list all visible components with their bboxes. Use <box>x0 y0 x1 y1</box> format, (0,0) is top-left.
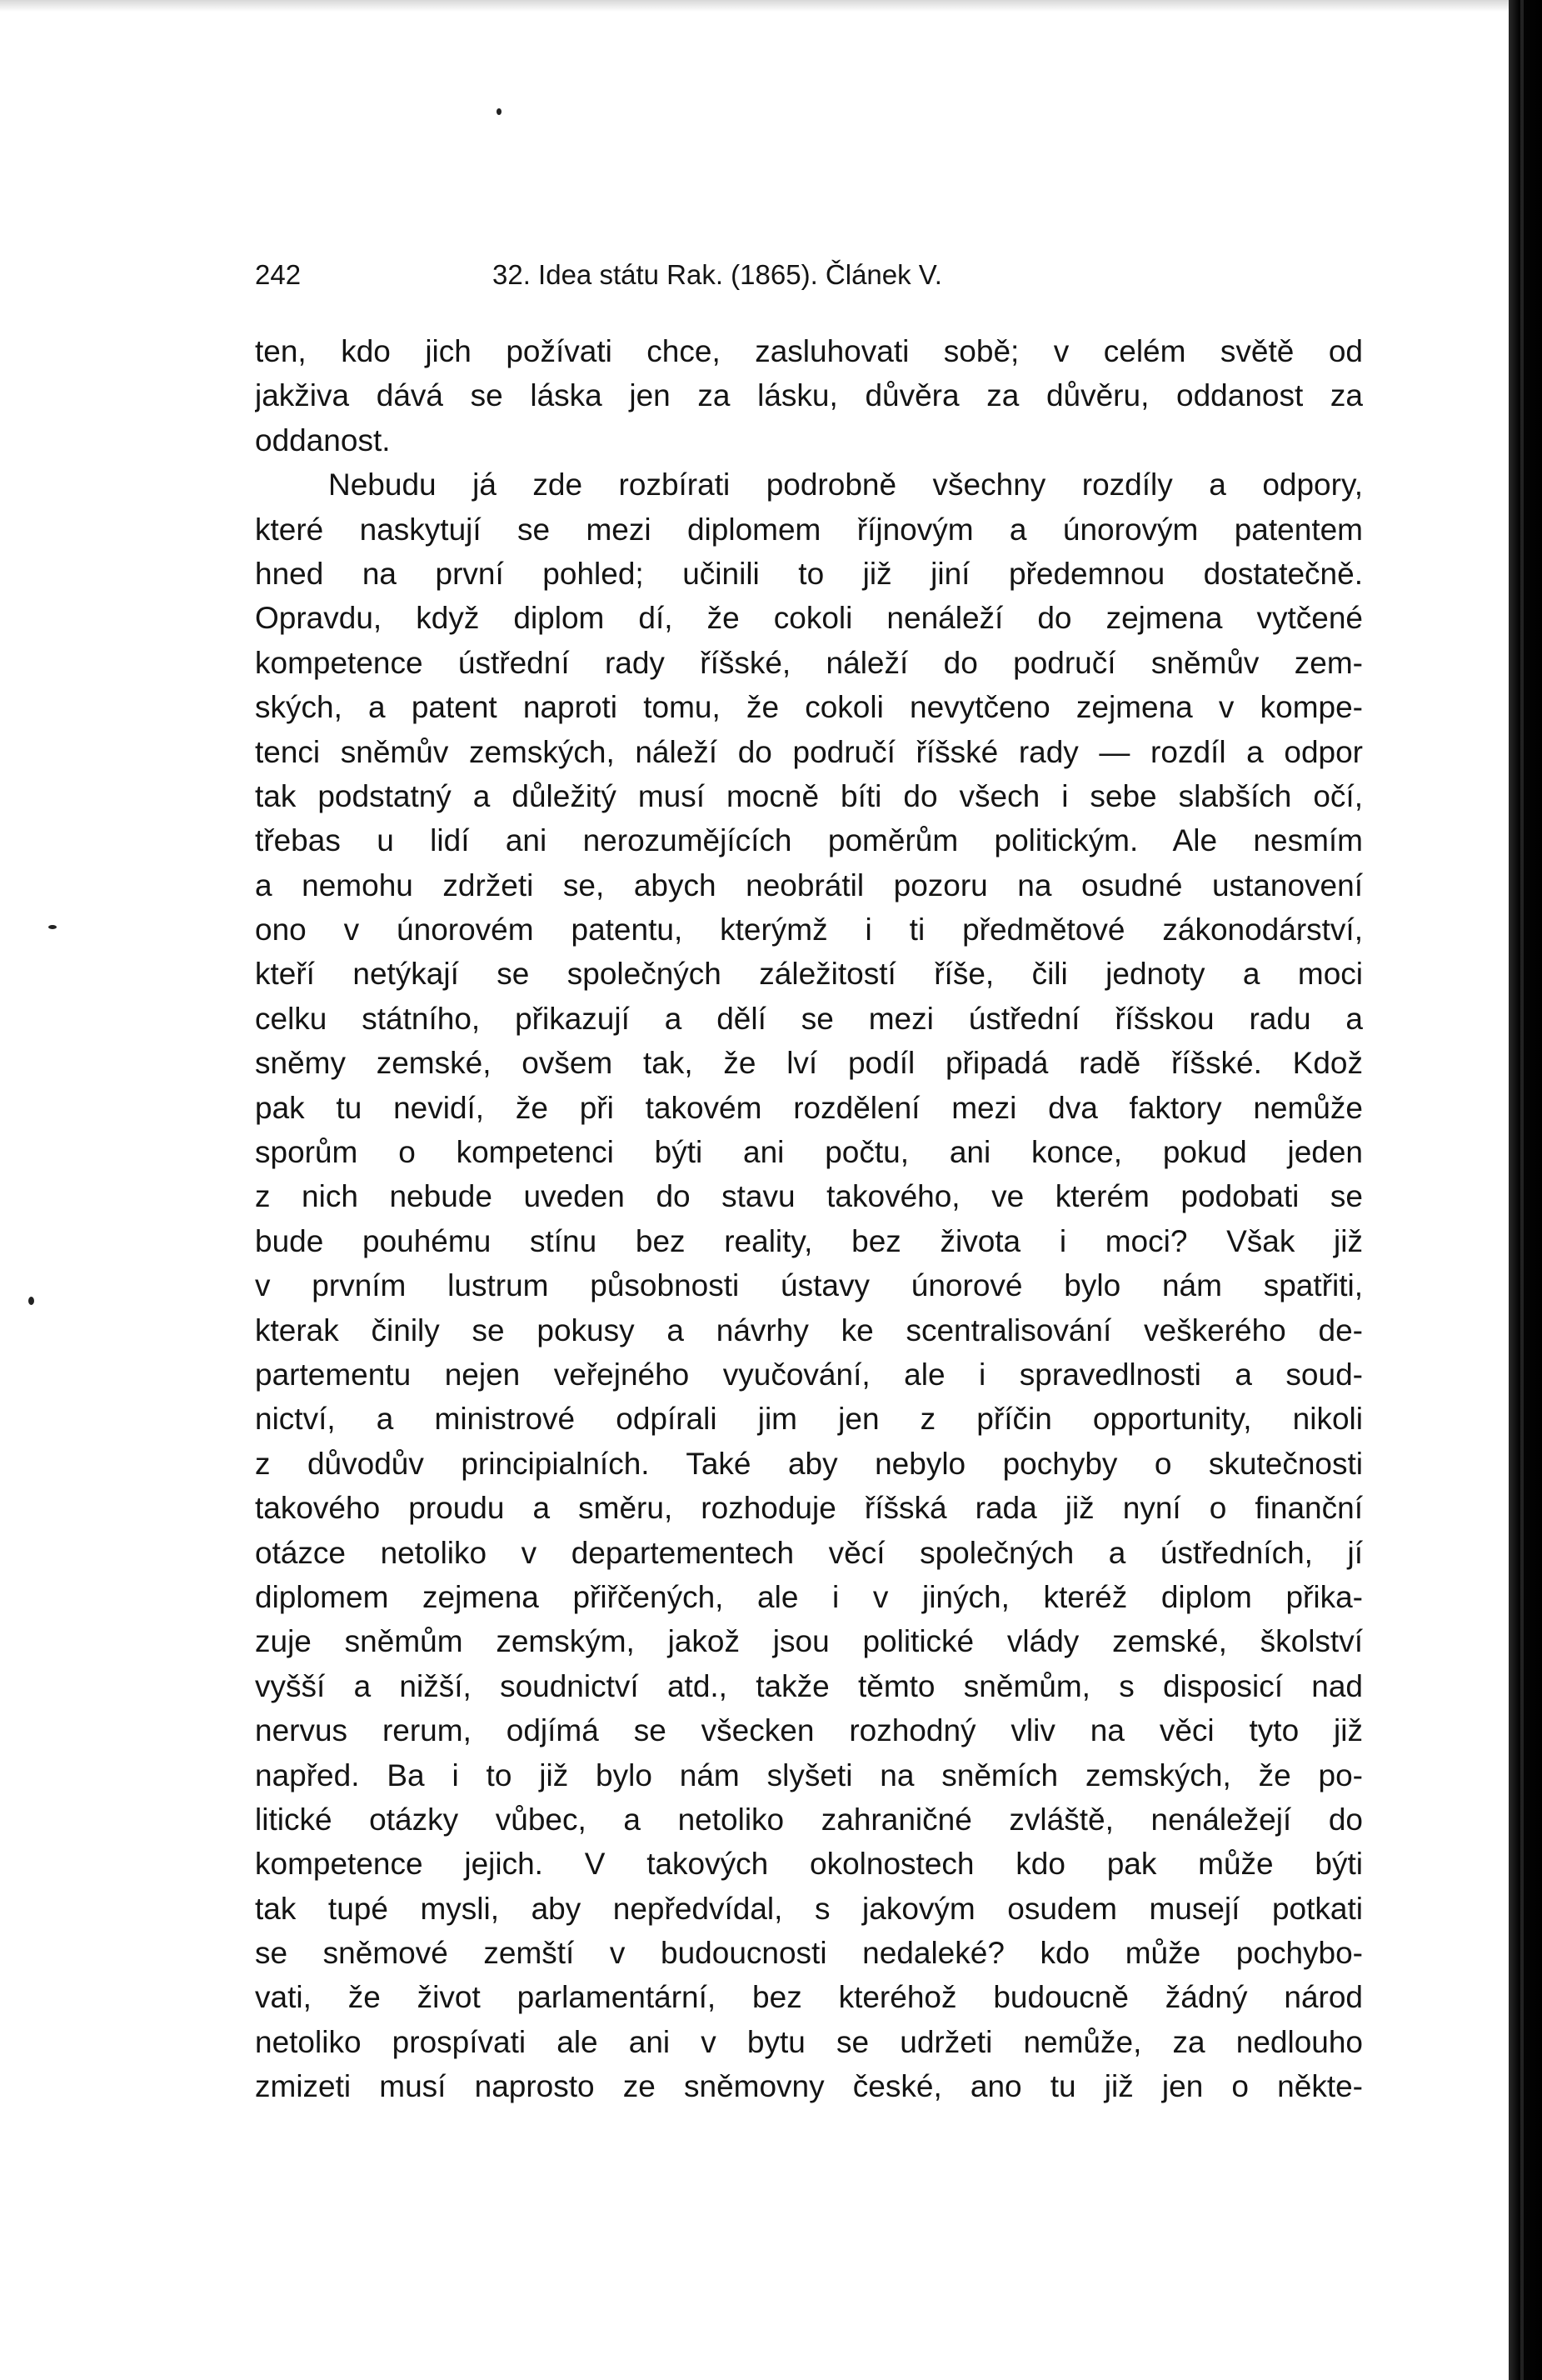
text-line: partementu nejen veřejného vyučování, ale i spravedlnosti a soud- <box>255 1357 1363 1392</box>
text-line: kompetence ústřední rady říšské, náleží do područí sněmův zem- <box>255 645 1363 680</box>
text-line: vyšší a nižší, soudnictví atd., takže těmto sněmům, s disposicí nad <box>255 1668 1363 1703</box>
text-line: jakživa dává se láska jen za lásku, důvěra za důvěru, oddanost za <box>255 378 1363 413</box>
page-top-shadow <box>0 0 1509 12</box>
text-line: nervus rerum, odjímá se všecken rozhodný vliv na věci tyto již <box>255 1713 1363 1748</box>
text-line: ono v únorovém patentu, kterýmž i ti předmětové zákonodárství, <box>255 912 1363 948</box>
text-line: vati, že život parlamentární, bez kteréhož budoucně žádný národ <box>255 1980 1363 2015</box>
text-line: otázce netoliko v departementech věcí společných a ústředních, jí <box>255 1535 1363 1570</box>
text-line: které naskytují se mezi diplomem říjnovým a únorovým patentem <box>255 512 1363 547</box>
text-line: oddanost. <box>255 422 391 458</box>
text-line: hned na první pohled; učinili to již jiní předemnou dostatečně. <box>255 556 1363 591</box>
text-line: a nemohu zdržeti se, abych neobrátil pozoru na osudné ustanovení <box>255 868 1363 902</box>
text-line: se sněmové zemští v budoucnosti nedaleké? kdo může pochybo- <box>255 1936 1363 1971</box>
text-line: z nich nebude uveden do stavu takového, ve kterém podobati se <box>255 1179 1363 1214</box>
text-line: netoliko prospívati ale ani v bytu se udržeti nemůže, za nedlouho <box>255 2024 1363 2059</box>
text-line: třebas u lidí ani nerozumějících poměrům politickým. Ale nesmím <box>255 823 1363 858</box>
text-line: kterak činily se pokusy a návrhy ke scentralisování veškerého de- <box>255 1312 1363 1348</box>
text-line: nictví, a ministrové odpírali jim jen z příčin opportunity, nikoli <box>255 1402 1363 1437</box>
text-line: Opravdu, když diplom dí, že cokoli nenáleží do zejmena vytčené <box>255 601 1363 636</box>
body-text <box>255 329 1363 2109</box>
text-line: zmizeti musí naprosto ze sněmovny české, ano tu již jen o někte- <box>255 2069 1363 2104</box>
text-line: kteří netýkají se společných záležitostí říše, čili jednoty a moci <box>255 957 1363 992</box>
text-line: takového proudu a směru, rozhoduje říšská rada již nyní o finanční <box>255 1491 1363 1526</box>
text-line: pak tu nevidí, že při takovém rozdělení mezi dva faktory nemůže <box>255 1090 1363 1125</box>
text-line: sporům o kompetenci býti ani počtu, ani konce, pokud jeden <box>255 1135 1363 1170</box>
page-number: 242 <box>255 259 302 290</box>
scan-right-edge <box>1509 0 1542 2380</box>
text-line: v prvním lustrum působnosti ústavy únorové bylo nám spatřiti, <box>255 1268 1363 1303</box>
text-line: tak podstatný a důležitý musí mocně bíti do všech i sebe slabších očí, <box>255 778 1363 813</box>
scan-edge-highlight <box>1520 0 1524 2380</box>
text-line: tenci sněmův zemských, náleží do područí říšské rady — rozdíl a odpor <box>255 734 1363 769</box>
text-line: napřed. Ba i to již bylo nám slyšeti na sněmích zemských, že po- <box>255 1758 1363 1792</box>
running-head: 32. Idea státu Rak. (1865). Článek V. <box>492 259 942 290</box>
text-line: bude pouhému stínu bez reality, bez života i moci? Však již <box>255 1223 1363 1258</box>
text-line: kompetence jejich. V takových okolnostech kdo pak může býti <box>255 1847 1363 1882</box>
text-line: zuje sněmům zemským, jakož jsou politické vlády zemské, školství <box>255 1624 1363 1659</box>
text-line: ten, kdo jich požívati chce, zasluhovati sobě; v celém světě od <box>255 334 1363 368</box>
scan-speck <box>48 925 57 929</box>
text-line: tak tupé mysli, aby nepředvídal, s jakovým osudem musejí potkati <box>255 1891 1363 1926</box>
text-line: celku státního, přikazují a dělí se mezi ústřední říšskou radu a <box>255 1001 1363 1036</box>
page-header <box>255 254 1363 296</box>
text-line: ských, a patent naproti tomu, že cokoli nevytčeno zejmena v kompe- <box>255 690 1363 725</box>
scan-speck <box>497 108 502 115</box>
text-line: sněmy zemské, ovšem tak, že lví podíl připadá radě říšské. Kdož <box>255 1046 1363 1081</box>
text-line: litické otázky vůbec, a netoliko zahraničné zvláště, nenáležejí do <box>255 1802 1363 1837</box>
paragraph-start-line: Nebudu já zde rozbírati podrobně všechny rozdíly a odpory, <box>328 468 1363 502</box>
scan-speck <box>28 1297 34 1305</box>
text-line: diplomem zejmena přiřčených, ale i v jiných, kteréž diplom přika- <box>255 1579 1363 1614</box>
text-line: z důvodův principialních. Také aby nebylo pochyby o skutečnosti <box>255 1446 1363 1481</box>
